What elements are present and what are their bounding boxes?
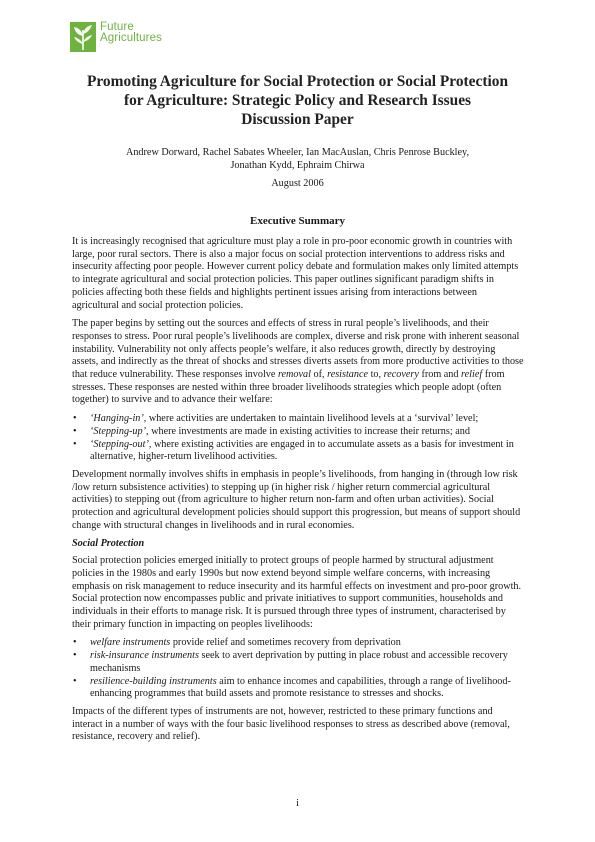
future-agricultures-logo — [70, 22, 162, 52]
paper-title — [60, 72, 535, 129]
paragraph: The paper begins by setting out the sources and effects of stress in rural people’s livelihoods, and their responses to stress. Poor rural people’s livelihoods are complex, diverse and risk prone with inherent seasonal instability. Vulnerability not only affects people’s welfare, it also reduces growth, directly by destroying assets, and indirectly as the threat of shocks and stresses diverts assets from more productive activities to those that reduce vulnerability. These responses involve removal of, resistance to, recovery from and relief from stresses. These responses are nested within three broader livelihoods strategies which people adopt (often together) to survive and to advance their welfare: — [72, 318, 524, 406]
paragraph: Impacts of the different types of instruments are not, however, restricted to these primary functions and interact in a number of ways with the four basic livelihood responses to stress as described above (removal, resistance, recovery and relief). — [72, 705, 510, 743]
publication-date: August 2006 — [271, 178, 324, 189]
instrument-types-list — [72, 637, 524, 701]
list-item: • welfare instruments provide relief and sometimes recovery from deprivation — [72, 637, 524, 650]
title-line-1: Promoting Agriculture for Social Protection or Social Protection — [86, 73, 509, 90]
list-item: • ‘Hanging-in’, where activities are undertaken to maintain livelihood levels at a ‘survival’ level; — [72, 413, 524, 426]
logo-wordmark — [100, 22, 162, 44]
logo-line-1: Future — [100, 21, 134, 33]
paragraph: Social protection policies emerged initially to protect groups of people harmed by structural adjustment policies in the 1980s and early 1990s but now extend beyond simple welfare concerns, with increasing emphasis on risk management to reduce insecurity and its harmful effects on investment and pro-poor growth. Social protection now encompasses public and private initiatives to support communities, households and individuals in their efforts to manage risk. It is pursued through three types of instrument, characterised by their primary function in impacting on peoples livelihoods: — [72, 555, 522, 630]
authors-line-1: Andrew Dorward, Rachel Sabates Wheeler, Ian MacAuslan, Chris Penrose Buckley, — [125, 147, 470, 158]
page-number: i — [296, 798, 299, 809]
executive-summary-heading: Executive Summary — [249, 215, 345, 227]
list-item: • resilience-building instruments aim to enhance incomes and capabilities, through a range of livelihood-enhancing programmes that build assets and promote resistance to stresses and shocks. — [72, 676, 524, 701]
title-line-2: for Agriculture: Strategic Policy and Research Issues — [123, 92, 472, 109]
paragraph: It is increasingly recognised that agriculture must play a role in pro-poor economic growth in countries with large, poor rural sectors. There is also a major focus on social protection interventions to address risks and insecurity affecting poor people. However current policy debate and formulation makes only limited attempts to integrate agricultural and social protection policies. This paper outlines significant paradigm shifts in policies affecting both these fields and highlights pertinent issues arising from interactions between agricultural and social protection policies. — [72, 236, 519, 311]
list-item: • ‘Stepping-out’, where existing activities are engaged in to accumulate assets as a basis for investment in alternative, higher-return livelihood activities. — [72, 439, 524, 464]
livelihood-strategies-list — [72, 413, 524, 464]
body-text — [72, 236, 524, 750]
logo-line-2: Agricultures — [100, 32, 162, 44]
social-protection-heading: Social Protection — [72, 538, 145, 550]
author-list — [60, 146, 535, 172]
leaf-sprout-icon — [70, 22, 96, 52]
list-item: • ‘Stepping-up’, where investments are made in existing activities to increase their returns; and — [72, 426, 524, 439]
paragraph: Development normally involves shifts in emphasis in people’s livelihoods, from hanging in (through low risk /low return subsistence activities) to stepping up (in higher risk / higher return commercial agricultural activities) to stepping out (from agriculture to higher return non-farm and often urban activities). Social protection and agricultural development policies should support this progression, but means of support should change with structural changes in livelihoods and in rural economies. — [72, 468, 521, 531]
authors-line-2: Jonathan Kydd, Ephraim Chirwa — [230, 160, 365, 171]
list-item: • risk-insurance instruments seek to avert deprivation by putting in place robust and accessible recovery mechanisms — [72, 650, 524, 675]
title-line-3: Discussion Paper — [241, 111, 354, 128]
